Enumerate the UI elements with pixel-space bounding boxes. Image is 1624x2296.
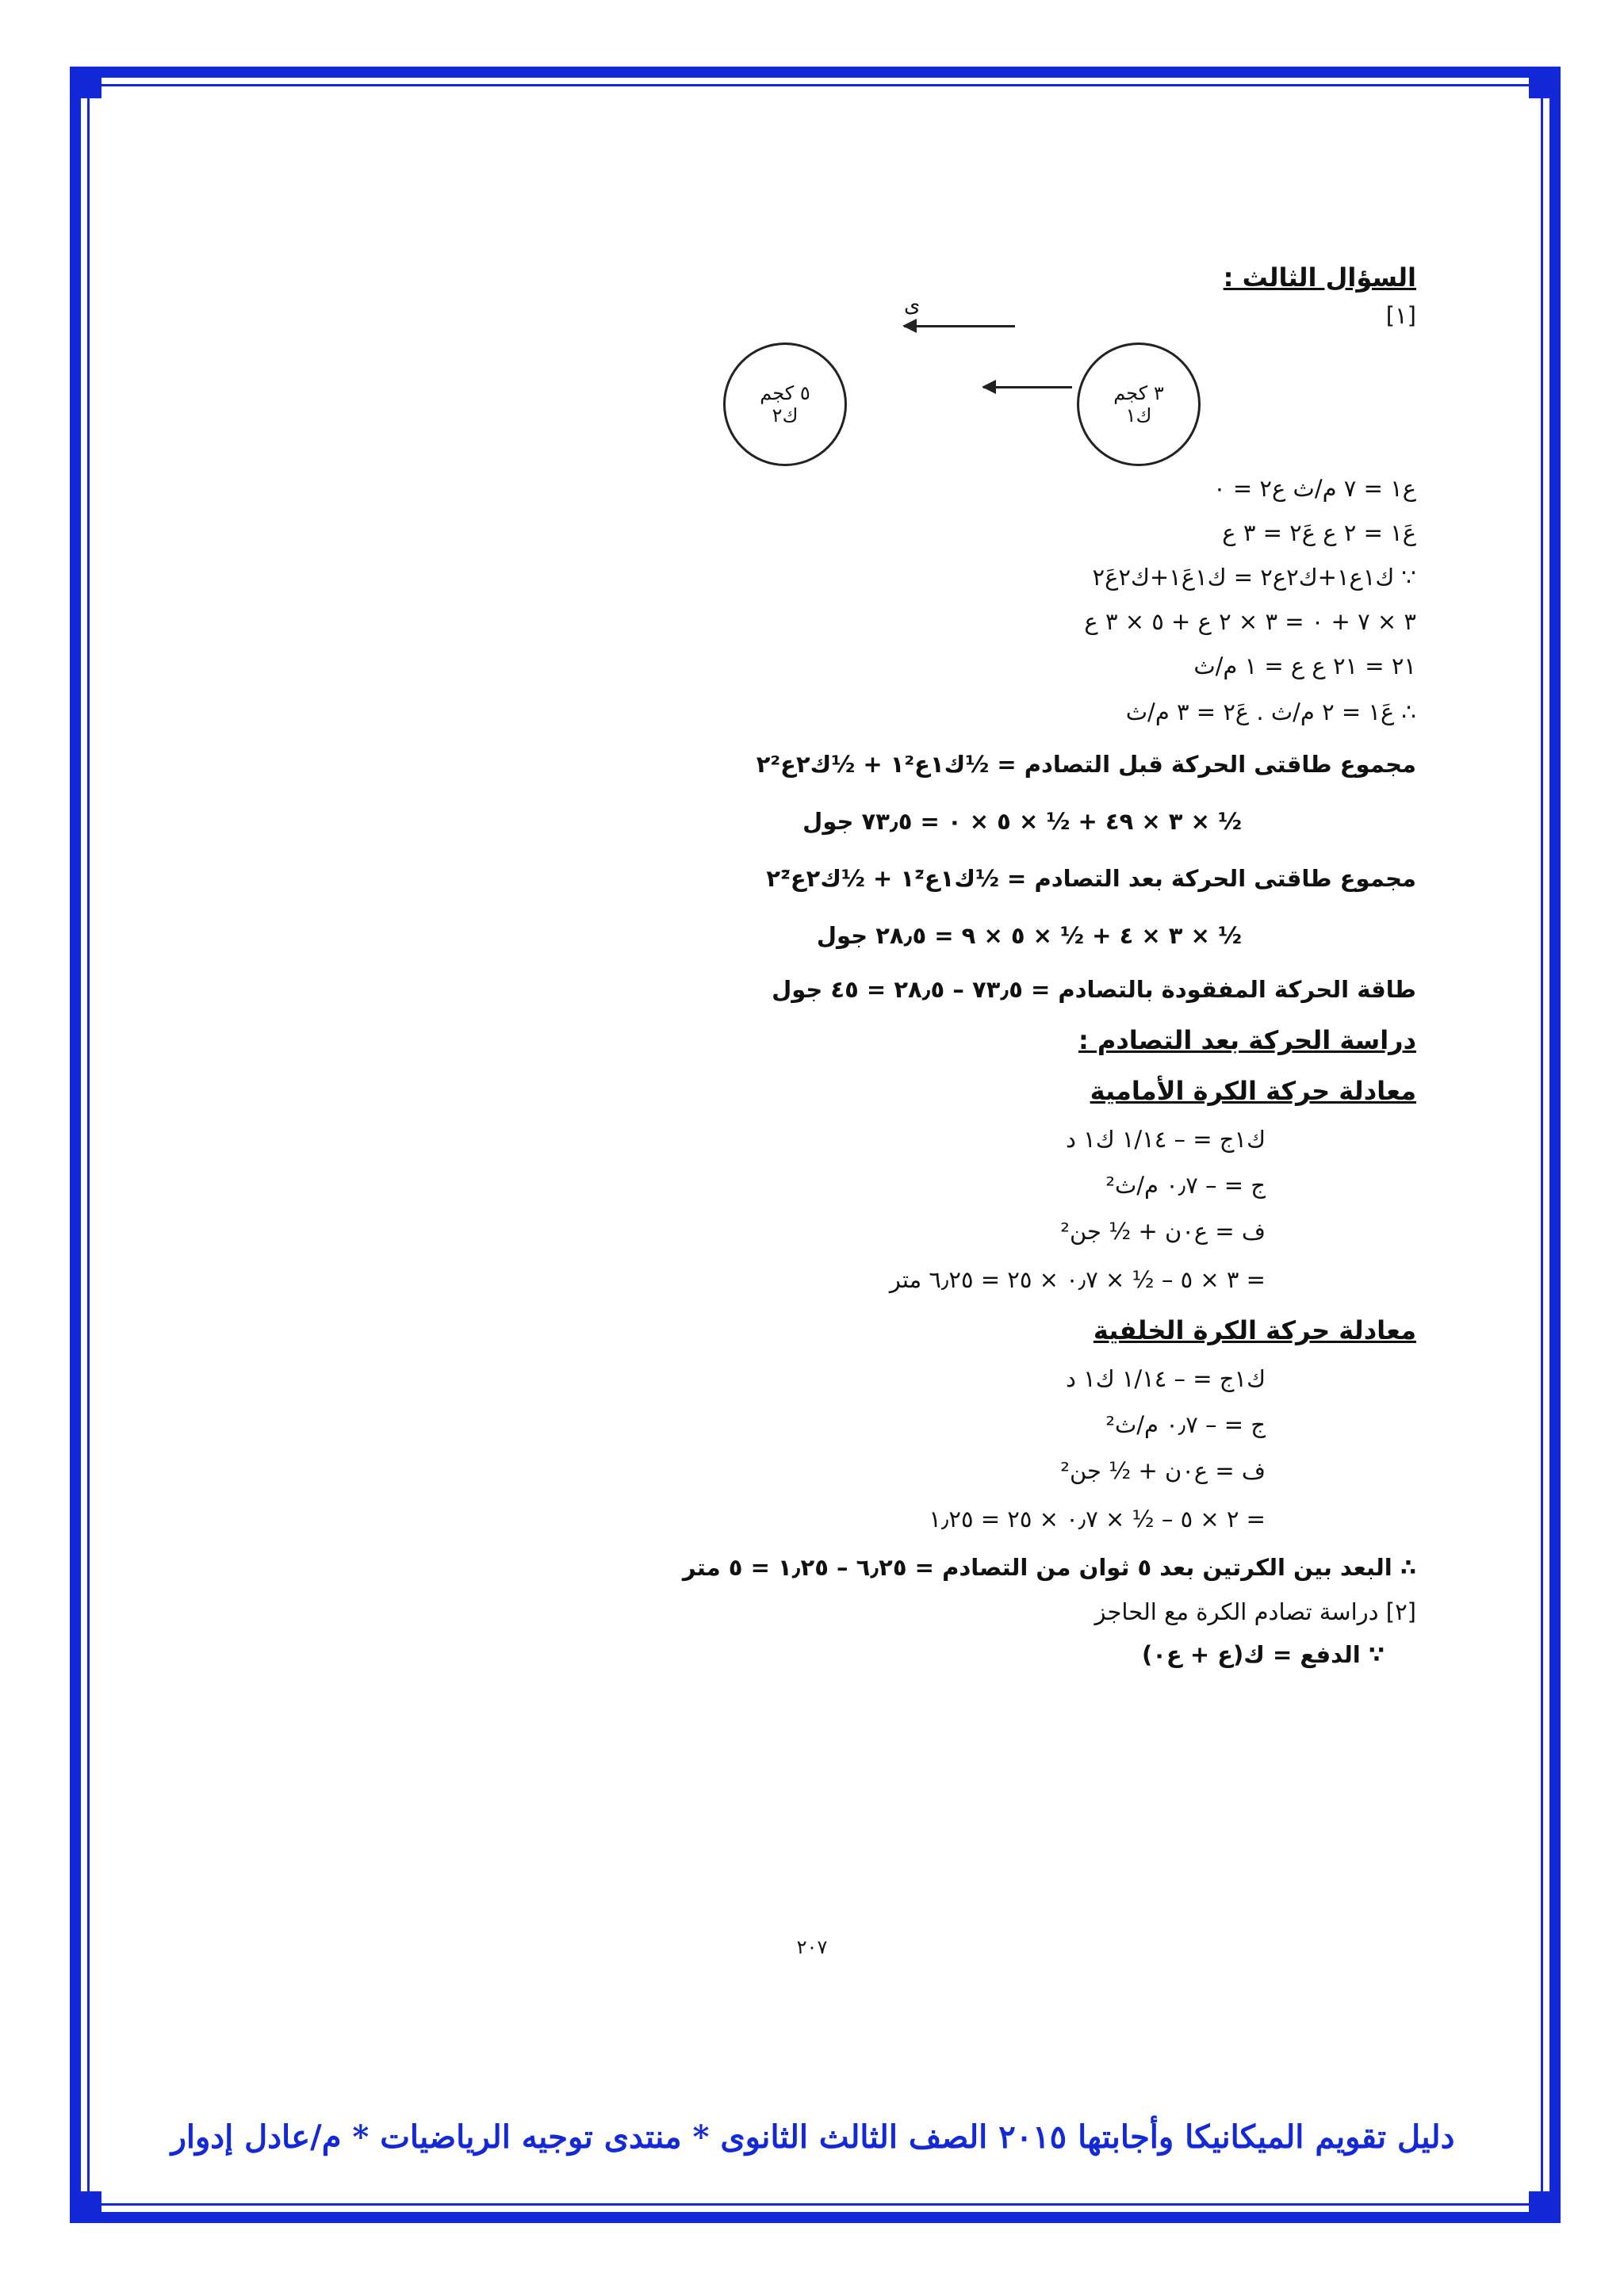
ball-left-name: ك٢ <box>772 404 799 427</box>
question-title: السؤال الثالث : <box>1223 262 1416 293</box>
front-ball-acceleration: ج = – ٠٫٧ م/ث² <box>1105 1172 1266 1199</box>
rear-ball-title: معادلة حركة الكرة الخلفية <box>1093 1315 1416 1345</box>
corner-ornament-top-left <box>70 67 102 98</box>
final-velocities: ∴ ع١َ = ٢ م/ث . ع٢َ = ٣ م/ث <box>1125 698 1416 725</box>
ball-right <box>1077 342 1201 466</box>
ball-right-name: ك١ <box>1125 404 1152 427</box>
kinetic-energy-lost: طاقة الحركة المفقودة بالتصادم = ٧٣٫٥ – ٢٨٫٥ = ٤٥ جول <box>772 976 1416 1003</box>
ball-right-velocity-arrow <box>983 386 1072 388</box>
direction-arrow <box>904 325 1015 327</box>
direction-unit-vector: ى <box>904 293 921 317</box>
kinetic-energy-before-value: ½ × ٣ × ٤٩ + ½ × ٥ × ٠ = ٧٣٫٥ جول <box>802 808 1242 835</box>
kinetic-energy-after-formula: مجموع طاقتى الحركة بعد التصادم = ½ك١ع١َ² + ½ك٢ع٢َ² <box>766 865 1416 892</box>
rear-ball-distance-value: = ٢ × ٥ – ½ × ٠٫٧ × ٢٥ = ١٫٢٥ <box>929 1506 1266 1533</box>
question-header <box>1224 262 1416 331</box>
front-ball-distance-formula: ف = ع٠ن + ½ جن² <box>1060 1218 1266 1245</box>
rear-ball-acceleration: ج = – ٠٫٧ م/ث² <box>1105 1411 1266 1438</box>
velocity-after-line: ع١َ = ٢ ع ع٢َ = ٣ ع <box>1222 519 1416 546</box>
rear-ball-distance-formula: ف = ع٠ن + ½ جن² <box>1060 1457 1266 1484</box>
solution-block <box>465 466 1416 1676</box>
ball-right-mass: ٣ كجم <box>1113 382 1164 404</box>
distance-between-balls: ∴ البعد بين الكرتين بعد ٥ ثوان من التصادم = ٦٫٢٥ – ١٫٢٥ = ٥ متر <box>682 1554 1416 1581</box>
momentum-conservation: ∵ ك١ع١+ك٢ع٢ = ك١ع١َ+ك٢ع٢َ <box>1092 564 1416 591</box>
part-two-heading: [٢] دراسة تصادم الكرة مع الحاجز <box>1094 1598 1416 1625</box>
corner-ornament-bottom-left <box>70 2191 102 2223</box>
corner-ornament-bottom-right <box>1529 2191 1561 2223</box>
impulse-formula: ∵ الدفع = ك(ع + ع٠) <box>1141 1641 1385 1668</box>
footer-credit: دليل تقويم الميكانيكا وأجابتها ٢٠١٥ الصف الثالث الثانوى * منتدى توجيه الرياضيات * م/عادل إدوار <box>170 2118 1455 2156</box>
momentum-substitution: ٣ × ٧ + ٠ = ٣ × ٢ ع + ٥ × ٣ ع <box>1084 608 1416 635</box>
part-one-label: [١] <box>1385 301 1416 329</box>
velocity-before-line: ع١ = ٧ م/ث ع٢ = ٠ <box>1213 475 1416 502</box>
ball-left-mass: ٥ كجم <box>760 382 810 404</box>
ball-left <box>723 342 847 466</box>
rear-ball-equation: ك١ج = – ١/١٤ ك١ د <box>1065 1365 1266 1392</box>
momentum-solve: ٢١ = ٢١ ع ع = ١ م/ث <box>1193 652 1416 679</box>
kinetic-energy-before-formula: مجموع طاقتى الحركة قبل التصادم = ½ك١ع١² + ½ك٢ع٢² <box>756 751 1416 778</box>
page-number: ٢٠٧ <box>796 1936 828 1958</box>
front-ball-distance-value: = ٣ × ٥ – ½ × ٠٫٧ × ٢٥ = ٦٫٢٥ متر <box>889 1266 1266 1293</box>
kinetic-energy-after-value: ½ × ٣ × ٤ + ½ × ٥ × ٩ = ٢٨٫٥ جول <box>816 922 1242 949</box>
section-after-collision: دراسة الحركة بعد التصادم : <box>1078 1025 1416 1055</box>
corner-ornament-top-right <box>1529 67 1561 98</box>
front-ball-title: معادلة حركة الكرة الأمامية <box>1090 1076 1416 1106</box>
front-ball-equation: ك١ج = – ١/١٤ ك١ د <box>1065 1126 1266 1153</box>
